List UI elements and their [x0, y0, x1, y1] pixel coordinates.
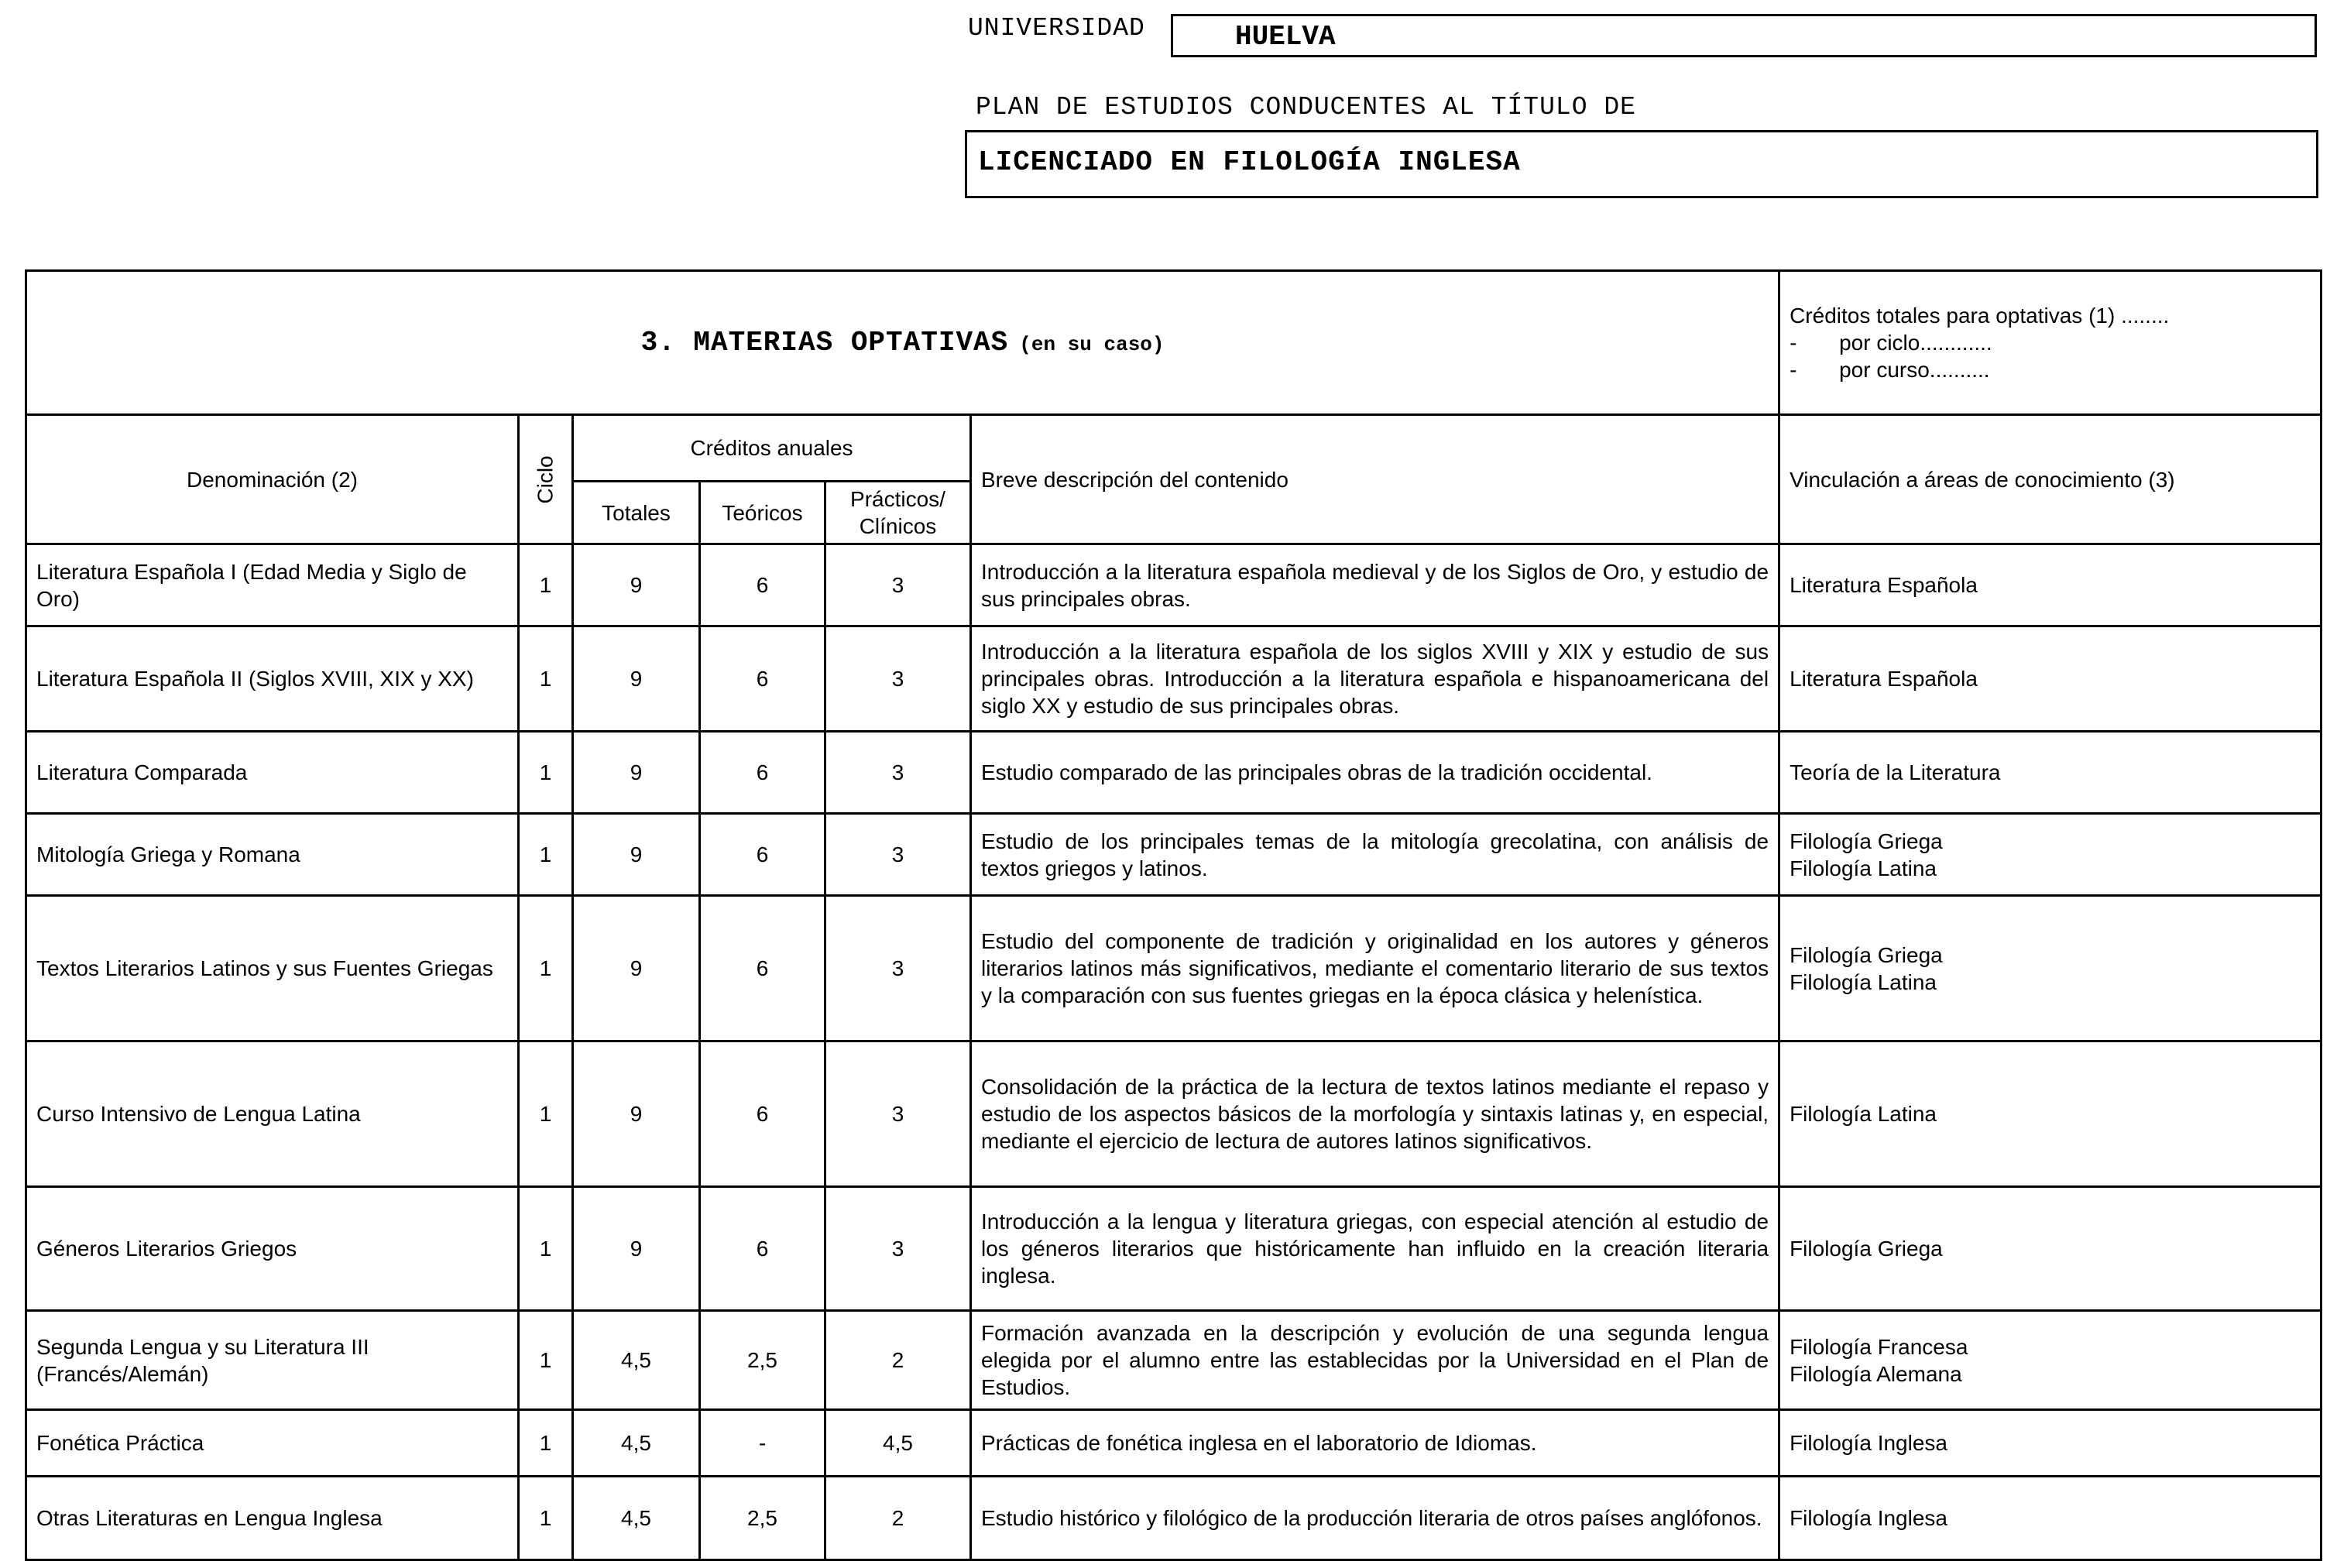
totales-value: 9 — [573, 1187, 700, 1311]
knowledge-areas — [1779, 626, 2321, 732]
column-header-row-1 — [26, 415, 2321, 482]
practicos-value: 3 — [825, 896, 971, 1041]
practicos-value: 2 — [825, 1311, 971, 1410]
knowledge-areas — [1779, 1041, 2321, 1187]
subject-name: Segunda Lengua y su Literatura III (Francés/Alemán) — [26, 1311, 519, 1410]
totales-value: 9 — [573, 814, 700, 896]
col-header-denominacion: Denominación (2) — [26, 415, 519, 544]
table-row — [26, 1311, 2321, 1410]
university-label: UNIVERSIDAD — [968, 14, 1145, 43]
ciclo-value: 1 — [519, 544, 573, 626]
credits-per-course: - por curso.......... — [1790, 358, 1990, 382]
university-box — [1171, 14, 2317, 57]
table-row — [26, 896, 2321, 1041]
teoricos-value: 6 — [700, 814, 825, 896]
practicos-value: 3 — [825, 732, 971, 814]
degree-title-box — [965, 130, 2318, 198]
subject-name: Curso Intensivo de Lengua Latina — [26, 1041, 519, 1187]
totales-value: 4,5 — [573, 1410, 700, 1477]
ciclo-value: 1 — [519, 1311, 573, 1410]
description: Introducción a la literatura española de los siglos XVIII y XIX y estudio de sus principales obras. Introducción a la literatura española e hispanoamericana del siglo XX y estudio de sus principales obras. — [971, 626, 1779, 732]
teoricos-value: 6 — [700, 1187, 825, 1311]
knowledge-area: Filología Francesa — [1790, 1334, 1968, 1359]
table-row — [26, 732, 2321, 814]
total-credits-cell — [1779, 271, 2321, 415]
subject-name: Literatura Española II (Siglos XVIII, XIX y XX) — [26, 626, 519, 732]
ciclo-value: 1 — [519, 1477, 573, 1560]
col-header-practicos: Prácticos/ Clínicos — [825, 482, 971, 544]
knowledge-area: Teoría de la Literatura — [1790, 760, 2001, 784]
description: Introducción a la literatura española medieval y de los Siglos de Oro, y estudio de sus principales obras. — [971, 544, 1779, 626]
totales-value: 9 — [573, 544, 700, 626]
table-row — [26, 544, 2321, 626]
description: Consolidación de la práctica de la lectura de textos latinos mediante el repaso y estudio de los aspectos básicos de la morfología y sintaxis latinas y, en especial, mediante el ejercicio de lectura de autores latinos significativos. — [971, 1041, 1779, 1187]
subject-name: Literatura Española I (Edad Media y Siglo de Oro) — [26, 544, 519, 626]
knowledge-area: Filología Latina — [1790, 969, 1937, 994]
credits-per-cycle: - por ciclo............ — [1790, 331, 1992, 355]
description: Estudio del componente de tradición y originalidad en los autores y géneros literarios latinos más significativos, mediante el comentario literario de sus textos y la comparación con sus fuentes griegas en la época clásica y helenística. — [971, 896, 1779, 1041]
description: Prácticas de fonética inglesa en el laboratorio de Idiomas. — [971, 1410, 1779, 1477]
knowledge-area: Literatura Española — [1790, 573, 1978, 597]
table-row — [26, 626, 2321, 732]
ciclo-value: 1 — [519, 732, 573, 814]
ciclo-value: 1 — [519, 1041, 573, 1187]
section-header-row — [26, 271, 2321, 415]
subject-name: Otras Literaturas en Lengua Inglesa — [26, 1477, 519, 1560]
totales-value: 9 — [573, 896, 700, 1041]
teoricos-value: - — [700, 1410, 825, 1477]
knowledge-areas — [1779, 896, 2321, 1041]
ciclo-value: 1 — [519, 626, 573, 732]
col-header-teoricos: Teóricos — [700, 482, 825, 544]
col-header-ciclo: Ciclo — [519, 415, 573, 544]
knowledge-area: Filología Inglesa — [1790, 1506, 1947, 1530]
col-header-totales: Totales — [573, 482, 700, 544]
ciclo-value: 1 — [519, 1187, 573, 1311]
practicos-value: 3 — [825, 1187, 971, 1311]
practicos-value: 2 — [825, 1477, 971, 1560]
table-row — [26, 814, 2321, 896]
col-header-creditos-anuales: Créditos anuales — [573, 415, 971, 482]
subject-name: Textos Literarios Latinos y sus Fuentes Griegas — [26, 896, 519, 1041]
optional-subjects-table — [25, 269, 2322, 1561]
teoricos-value: 2,5 — [700, 1477, 825, 1560]
description: Estudio histórico y filológico de la producción literaria de otros países anglófonos. — [971, 1477, 1779, 1560]
knowledge-area: Filología Latina — [1790, 856, 1937, 880]
total-credits-title: Créditos totales para optativas (1) ........ — [1790, 304, 2170, 328]
section-subtitle: (en su caso) — [1019, 333, 1165, 356]
knowledge-area: Filología Alemana — [1790, 1361, 1962, 1386]
description: Introducción a la lengua y literatura griegas, con especial atención al estudio de los géneros literarios que históricamente han influido en la creación literaria inglesa. — [971, 1187, 1779, 1311]
teoricos-value: 2,5 — [700, 1311, 825, 1410]
practicos-value: 3 — [825, 1041, 971, 1187]
knowledge-areas — [1779, 544, 2321, 626]
knowledge-areas — [1779, 1187, 2321, 1311]
practicos-value: 3 — [825, 544, 971, 626]
ciclo-value: 1 — [519, 896, 573, 1041]
totales-value: 4,5 — [573, 1477, 700, 1560]
knowledge-areas — [1779, 1410, 2321, 1477]
section-title — [26, 271, 1779, 415]
teoricos-value: 6 — [700, 626, 825, 732]
subject-name: Fonética Práctica — [26, 1410, 519, 1477]
degree-title: LICENCIADO EN FILOLOGÍA INGLESA — [978, 146, 1521, 178]
col-header-vinculacion: Vinculación a áreas de conocimiento (3) — [1779, 415, 2321, 544]
knowledge-areas — [1779, 1311, 2321, 1410]
subject-name: Literatura Comparada — [26, 732, 519, 814]
totales-value: 9 — [573, 1041, 700, 1187]
subject-name: Géneros Literarios Griegos — [26, 1187, 519, 1311]
table-row — [26, 1187, 2321, 1311]
ciclo-value: 1 — [519, 814, 573, 896]
university-name: HUELVA — [1235, 21, 1336, 53]
knowledge-area: Literatura Española — [1790, 667, 1978, 691]
practicos-value: 3 — [825, 814, 971, 896]
knowledge-area: Filología Inglesa — [1790, 1431, 1947, 1455]
ciclo-value: 1 — [519, 1410, 573, 1477]
description: Estudio de los principales temas de la mitología grecolatina, con análisis de textos griegos y latinos. — [971, 814, 1779, 896]
totales-value: 9 — [573, 732, 700, 814]
description: Estudio comparado de las principales obras de la tradición occidental. — [971, 732, 1779, 814]
table-row — [26, 1477, 2321, 1560]
knowledge-area: Filología Griega — [1790, 1237, 1943, 1261]
subject-name: Mitología Griega y Romana — [26, 814, 519, 896]
col-header-descripcion: Breve descripción del contenido — [971, 415, 1779, 544]
knowledge-area: Filología Latina — [1790, 1102, 1937, 1126]
teoricos-value: 6 — [700, 732, 825, 814]
table-row — [26, 1041, 2321, 1187]
practicos-value: 4,5 — [825, 1410, 971, 1477]
plan-label: PLAN DE ESTUDIOS CONDUCENTES AL TÍTULO DE — [976, 93, 1636, 122]
teoricos-value: 6 — [700, 896, 825, 1041]
teoricos-value: 6 — [700, 1041, 825, 1187]
description: Formación avanzada en la descripción y evolución de una segunda lengua elegida por el alumno entre las establecidas por la Universidad en el Plan de Estudios. — [971, 1311, 1779, 1410]
knowledge-areas — [1779, 814, 2321, 896]
section-number-title: 3. MATERIAS OPTATIVAS — [640, 327, 1009, 359]
teoricos-value: 6 — [700, 544, 825, 626]
knowledge-areas — [1779, 1477, 2321, 1560]
knowledge-areas — [1779, 732, 2321, 814]
table-row — [26, 1410, 2321, 1477]
totales-value: 4,5 — [573, 1311, 700, 1410]
knowledge-area: Filología Griega — [1790, 942, 1943, 967]
totales-value: 9 — [573, 626, 700, 732]
knowledge-area: Filología Griega — [1790, 829, 1943, 853]
practicos-value: 3 — [825, 626, 971, 732]
